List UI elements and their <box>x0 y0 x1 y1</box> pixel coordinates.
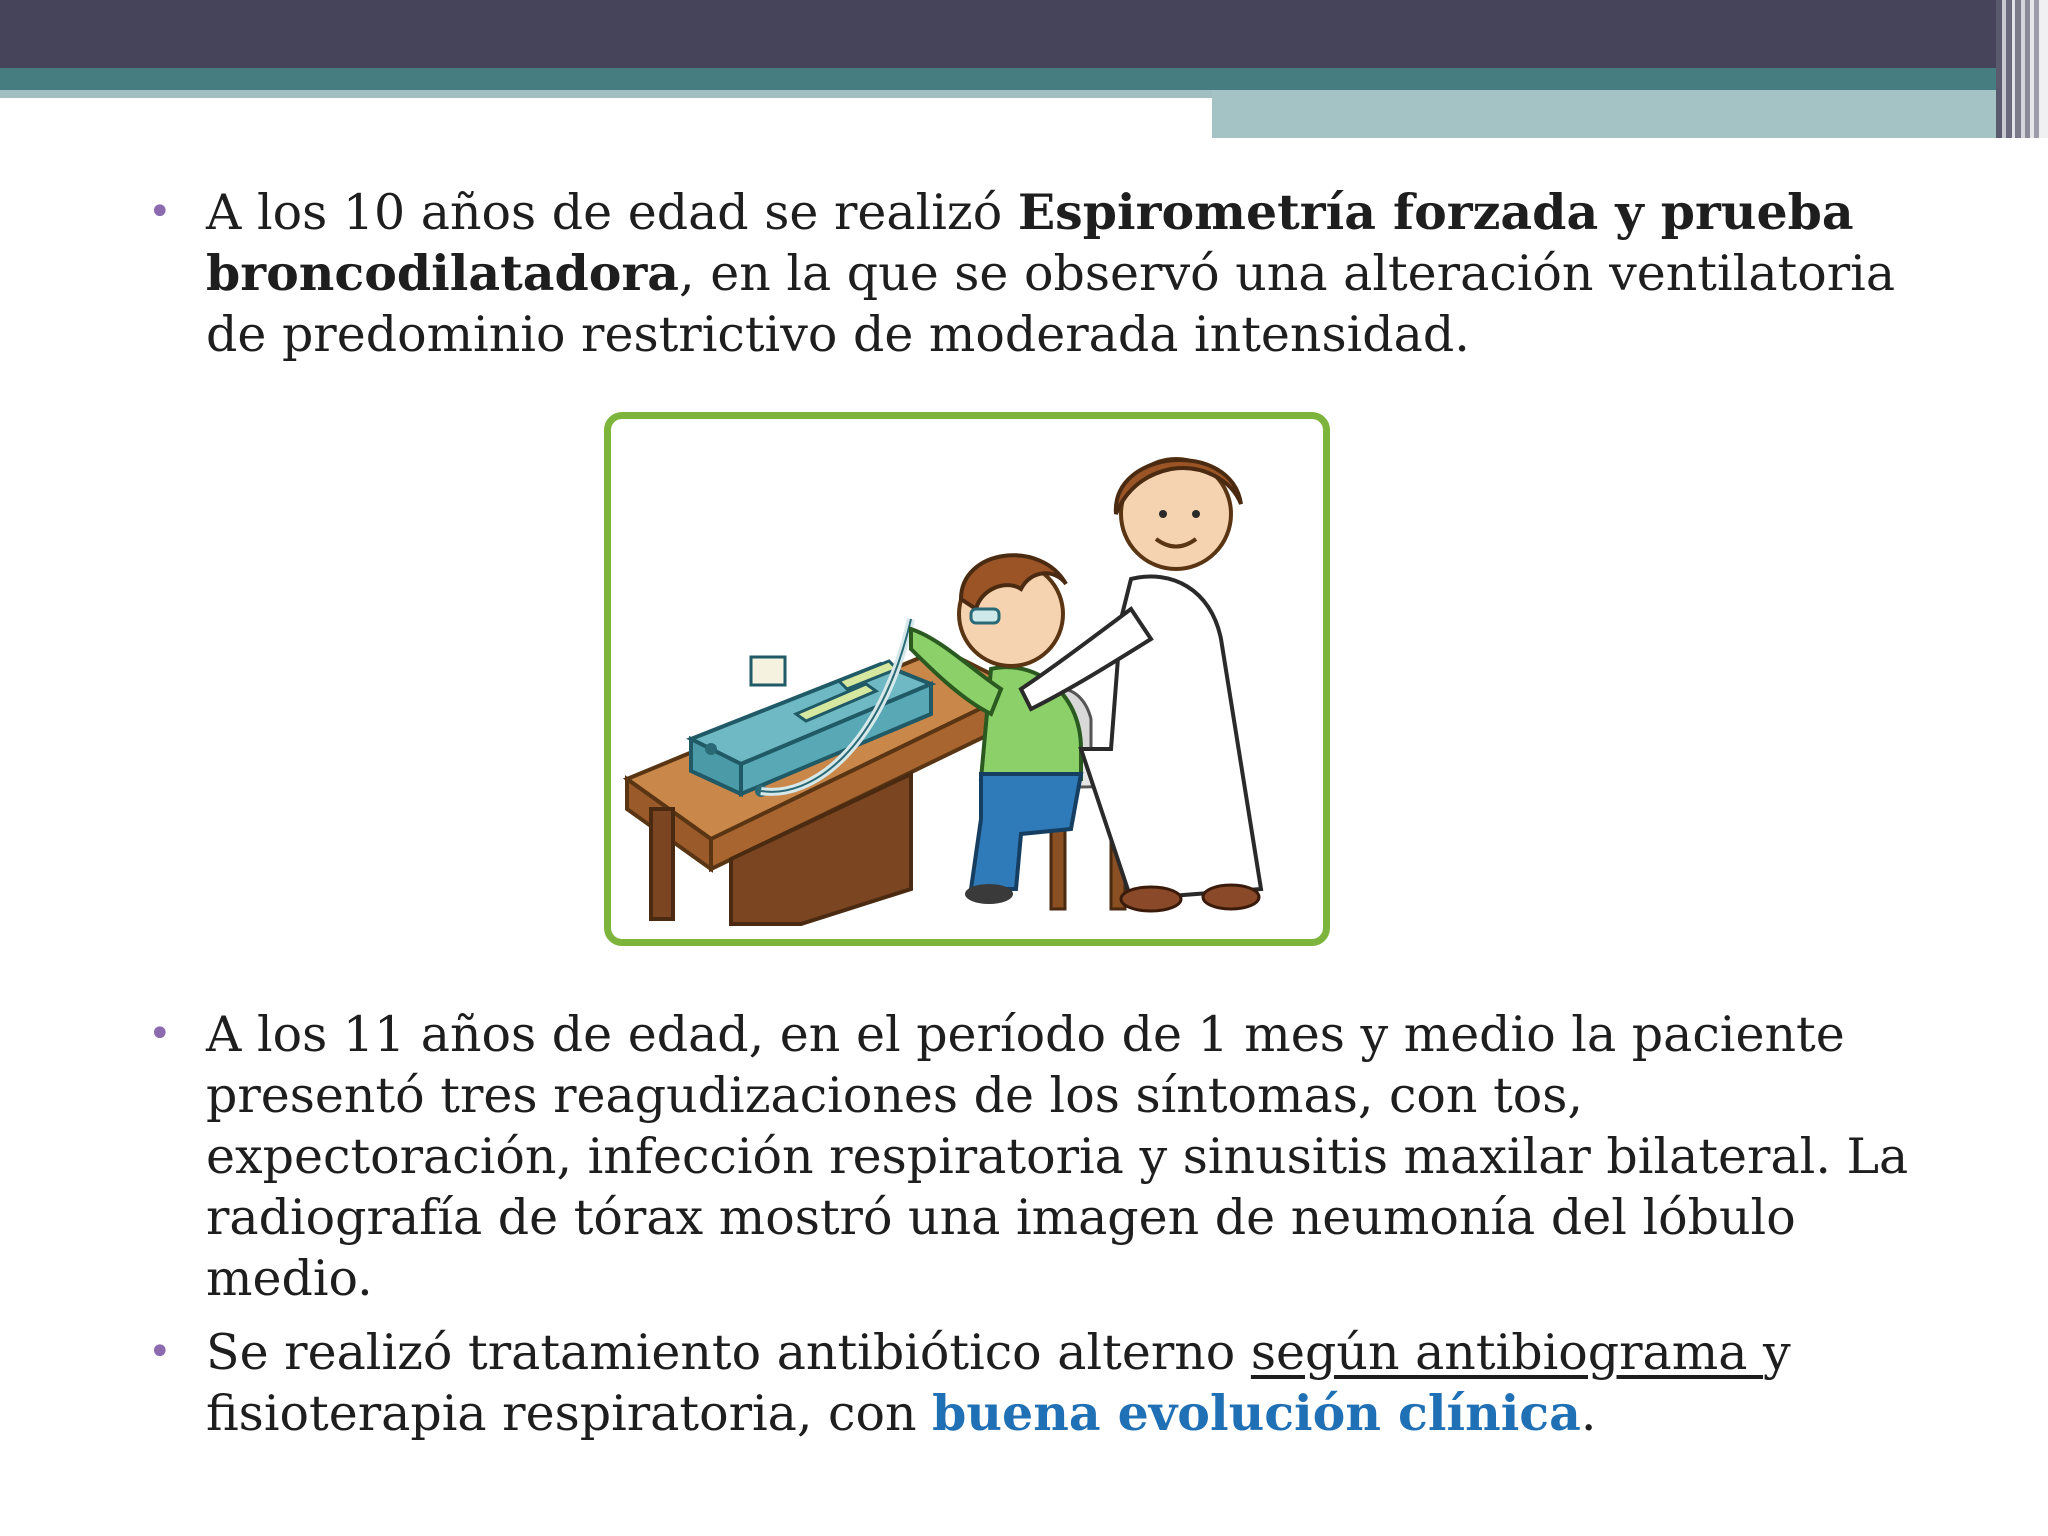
header-band-teal <box>0 68 1996 90</box>
paragraph-spirometry <box>140 182 1940 365</box>
paragraph3-underlined: según antibiograma <box>1250 1324 1764 1381</box>
paragraph-treatment <box>140 1322 1940 1444</box>
header-band-light-left <box>0 90 1212 98</box>
paragraph3-highlight: buena evolución clínica <box>932 1384 1581 1442</box>
paragraph2-text: A los 11 años de edad, en el período de 1 mes y medio la paciente presentó tres reagudizaciones de los síntomas, con tos, expectoración, infección respiratoria y sinusitis maxilar bilateral. La radiografía de tórax mostró una imagen de neumonía del lóbulo medio. <box>206 1006 1909 1307</box>
bullet-marker: • <box>148 1011 172 1057</box>
paragraph3-text: Se realizó tratamiento antibiótico alterno <box>206 1324 1251 1381</box>
header-band-light-right <box>1212 90 1996 138</box>
paragraph3-text-middle: y fisioterapia respiratoria, con <box>206 1324 1791 1442</box>
bullet-marker: • <box>148 1329 172 1375</box>
header-stripes <box>1996 0 2048 138</box>
spirometry-test-illustration-icon <box>611 419 1323 939</box>
paragraph1-text-rest: , en la que se observó una alteración ventilatoria de predominio restrictivo de moderada intensidad. <box>206 245 1896 363</box>
paragraph1-bold: Espirometría forzada y prueba broncodilatadora <box>206 183 1854 302</box>
paragraph1-text: A los 10 años de edad se realizó <box>206 184 1018 241</box>
spirometry-illustration <box>604 412 1330 946</box>
bullet-marker: • <box>148 189 172 235</box>
paragraph3-text-end: . <box>1580 1385 1597 1442</box>
paragraph-exacerbations <box>140 1004 1940 1309</box>
header-band-dark <box>0 0 1996 68</box>
